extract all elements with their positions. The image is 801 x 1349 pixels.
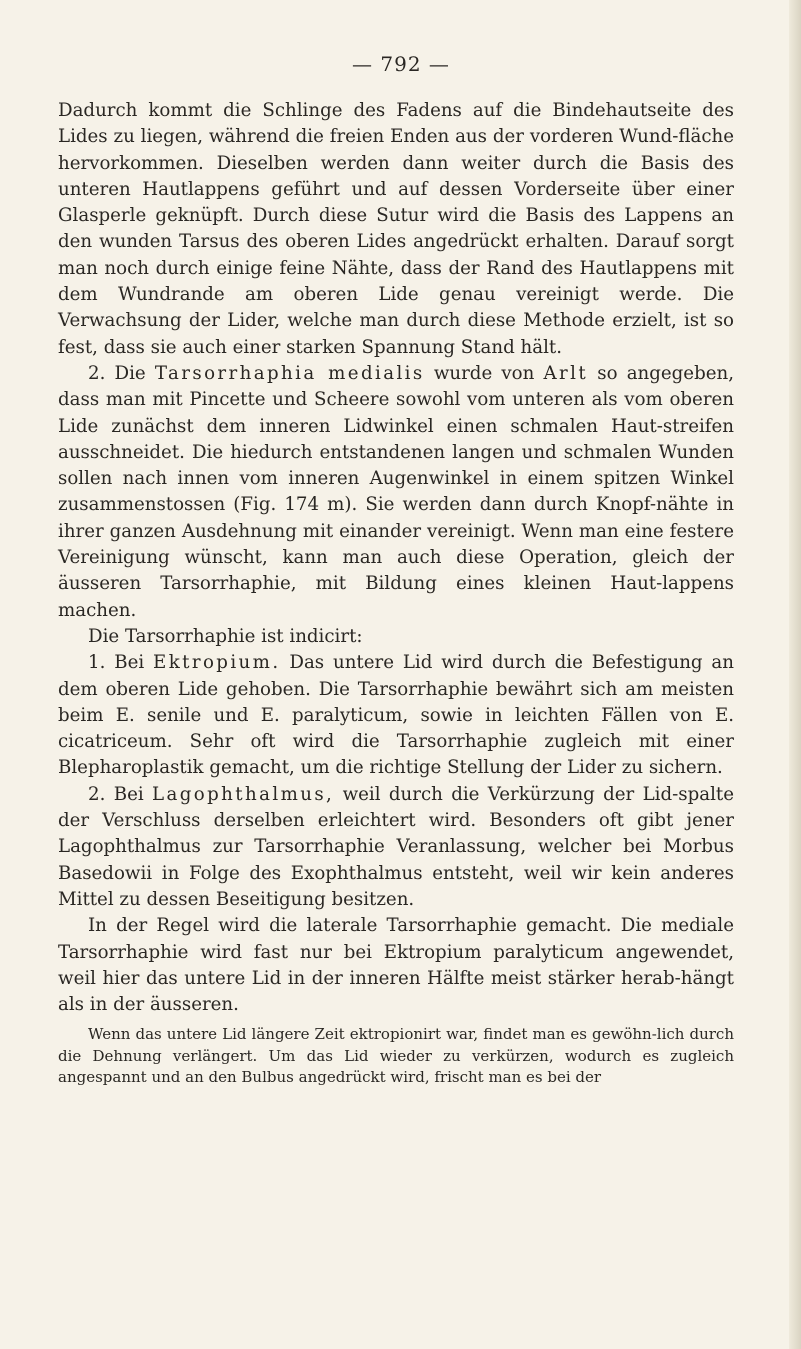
indications-intro: Die Tarsorrhaphie ist indicirt: [88, 625, 363, 647]
page-number: — 792 — [352, 52, 450, 76]
book-page [58, 52, 734, 1089]
small-print-paragraph: Wenn das untere Lid längere Zeit ektropionirt war, findet man es gewöhn-lich durch die Dehnung verlängert. Um das Lid wieder zu verkürzen, wodurch es zugleich angespannt und an den Bulbus angedrückt wird, frischt man es bei der [58, 1025, 734, 1087]
term-lagophthalmus: Lagophthalmus, [152, 783, 335, 805]
paragraph-tarsorrhaphia-medialis: 2. Die Tarsorrhaphia medialis wurde von Arlt so angegeben, dass man mit Pincette und Scheere sowohl vom unteren als vom oberen Lide zunächst dem inneren Lidwinkel einen schmalen Haut-streifen ausschneidet. Die hiedurch entstandenen langen und schmalen Wunden sollen nach innen vom inneren Augenwinkel in einem spitzen Winkel zusammenstossen (Fig. 174 m). Sie werden dann durch Knopf-nähte in ihrer ganzen Ausdehnung mit einander vereinigt. Wenn man eine festere Vereinigung wünscht, kann man auch diese Operation, gleich der äusseren Tarsorrhaphie, mit Bildung eines kleinen Haut-lappens machen. [58, 362, 734, 621]
small-print-section [58, 1024, 734, 1089]
term-ektropium: Ektropium. [153, 652, 281, 674]
paragraph-1: Dadurch kommt die Schlinge des Fadens auf die Bindehautseite des Lides zu liegen, während die freien Enden aus der vorderen Wund-fläche hervorkommen. Dieselben werden dann weiter durch die Basis des unteren Hautlappens geführt und auf dessen Vorderseite über einer Glasperle geknüpft. Durch diese Sutur wird die Basis des Lappens an den wunden Tarsus des oberen Lides angedrückt erhalten. Darauf sorgt man noch durch einige feine Nähte, dass der Rand des Hautlappens mit dem Wundrande am oberen Lide genau vereinigt werde. Die Verwachsung der Lider, welche man durch diese Methode erzielt, ist so fest, dass sie auch einer starken Spannung Stand hält. [58, 100, 734, 358]
author-arlt: Arlt [543, 362, 589, 384]
indication-ektropium: 1. Bei Ektropium. Das untere Lid wird durch die Befestigung an dem oberen Lide gehoben. Die Tarsorrhaphie bewährt sich am meisten beim E. senile und E. paralyticum, sowie in leichten Fällen von E. cicatriceum. Sehr oft wird die Tarsorrhaphie zugleich mit einer Blepharoplastik gemacht, um die richtige Stellung der Lider zu sichern. [58, 652, 734, 779]
paragraph-rule: In der Regel wird die laterale Tarsorrhaphie gemacht. Die mediale Tarsorrhaphie wird fast nur bei Ektropium paralyticum angewendet, weil hier das untere Lid in der inneren Hälfte meist stärker herab-hängt als in der äusseren. [58, 915, 734, 1016]
page-edge-shadow [789, 0, 801, 1349]
term-tarsorrhaphia-medialis: Tarsorrhaphia medialis [154, 362, 425, 384]
main-text [58, 98, 734, 1018]
indication-lagophthalmus: 2. Bei Lagophthalmus, weil durch die Verkürzung der Lid-spalte der Verschluss derselben erleichtert wird. Besonders oft gibt jener Lagophthalmus zur Tarsorrhaphie Veranlassung, welcher bei Morbus Basedowii in Folge des Exophthalmus entsteht, weil wir kein anderes Mittel zu dessen Beseitigung besitzen. [58, 783, 734, 910]
